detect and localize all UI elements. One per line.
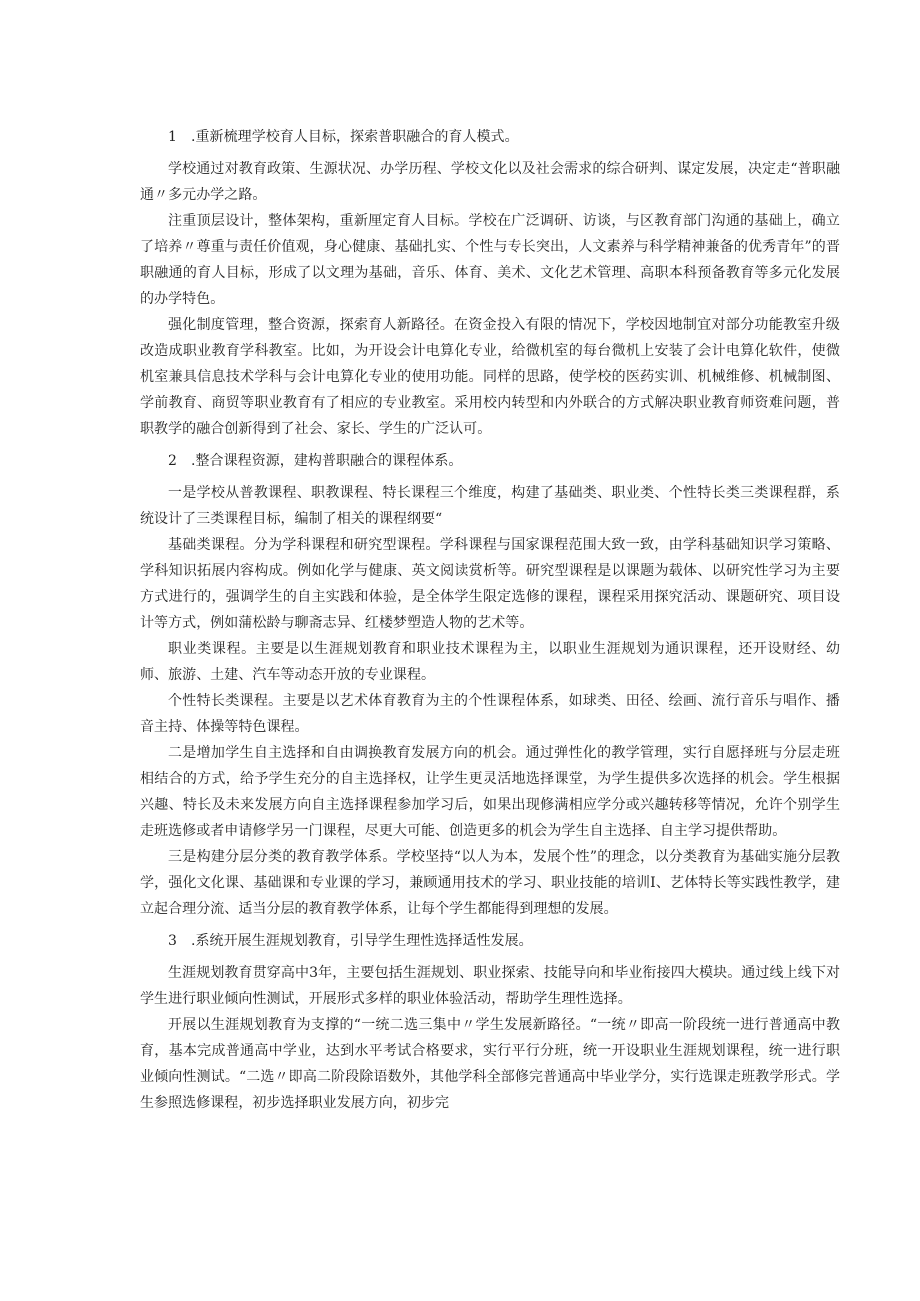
section-heading-3: 3 .系统开展生涯规划教育，引导学生理性选择适性发展。: [168, 933, 533, 949]
section-heading-1: 1 .重新梳理学校育人目标，探索普职融合的育人模式。: [168, 129, 519, 145]
paragraph: 生涯规划教育贯穿高中3年，主要包括生涯规划、职业探索、技能导向和毕业衔接四大模块。通过线上线下对学生进行职业倾向性测试，开展形式多样的职业体验活动，帮助学生理性选择。: [140, 965, 840, 1007]
document-body: [140, 124, 840, 1116]
paragraph: 学校通过对教育政策、生源状况、办学历程、学校文化以及社会需求的综合研判、谋定发展，决定走“普职融通〃多元办学之路。: [140, 161, 840, 203]
paragraph: 强化制度管理，整合资源，探索育人新路径。在资金投入有限的情况下，学校因地制宜对部分功能教室升级改造成职业教育学科教室。比如，为开设会计电算化专业，给微机室的每台微机上安装了会计电算化软件，使微机室兼具信息技术学科与会计电算化专业的使用功能。同样的思路，使学校的医药实训、机械维修、机械制图、学前教育、商贸等职业教育有了相应的专业教室。采用校内转型和内外联合的方式解决职业教育师资难问题，普职教学的融合创新得到了社会、家长、学生的广泛认可。: [140, 317, 840, 437]
paragraph: 基础类课程。分为学科课程和研究型课程。学科课程与国家课程范围大致一致，由学科基础知识学习策略、学科知识拓展内容构成。例如化学与健康、英文阅读赏析等。研究型课程是以课题为载体、以研究性学习为主要方式进行的，强调学生的自主实践和体验，是全体学生限定选修的课程，课程采用探究活动、课题研究、项目设计等方式，例如蒲松龄与聊斋志异、红楼梦塑造人物的艺术等。: [140, 537, 840, 631]
paragraph: 个性特长类课程。主要是以艺术体育教育为主的个性课程体系，如球类、田径、绘画、流行音乐与唱作、播音主持、体操等特色课程。: [140, 693, 840, 735]
section-heading-2: 2 .整合课程资源，建构普职融合的课程体系。: [168, 453, 463, 469]
paragraph: 开展以生涯规划教育为支撑的“一统二选三集中〃学生发展新路径。“一统〃即高一阶段统一进行普通高中教育，基本完成普通高中学业，达到水平考试合格要求，实行平行分班，统一开设职业生涯规划课程，统一进行职业倾向性测试。“二选〃即高二阶段除语数外，其他学科全部修完普通高中毕业学分，实行选课走班教学形式。学生参照选修课程，初步选择职业发展方向，初步完: [140, 1017, 840, 1111]
paragraph: 一是学校从普教课程、职教课程、特长课程三个维度，构建了基础类、职业类、个性特长类三类课程群，系统设计了三类课程目标，编制了相关的课程纲要“: [140, 485, 840, 527]
paragraph: 注重顶层设计，整体架构，重新厘定育人目标。学校在广泛调研、访谈，与区教育部门沟通的基础上，确立了培养〃尊重与责任价值观，身心健康、基础扎实、个性与专长突出，人文素养与科学精神兼备的优秀青年”的晋职融通的育人目标，形成了以文理为基础，音乐、体育、美术、文化艺术管理、高职本科预备教育等多元化发展的办学特色。: [140, 213, 840, 307]
paragraph: 二是增加学生自主选择和自由调换教育发展方向的机会。通过弹性化的教学管理，实行自愿择班与分层走班相结合的方式，给予学生充分的自主选择权，让学生更灵活地选择课堂，为学生提供多次选择的机会。学生根据兴趣、特长及未来发展方向自主选择课程参加学习后，如果出现修满相应学分或兴趣转移等情况，允许个别学生走班选修或者申请修学另一门课程，尽更大可能、创造更多的机会为学生自主选择、自主学习提供帮助。: [140, 745, 840, 839]
paragraph: 职业类课程。主要是以生涯规划教育和职业技术课程为主，以职业生涯规划为通识课程，还开设财经、幼师、旅游、土建、汽车等动态开放的专业课程。: [140, 641, 840, 683]
paragraph: 三是构建分层分类的教育教学体系。学校坚持“以人为本，发展个性”的理念，以分类教育为基础实施分层教学，强化文化课、基础课和专业课的学习，兼顾通用技术的学习、职业技能的培训I、艺体特长等实践性教学，建立起合理分流、适当分层的教育教学体系，让每个学生都能得到理想的发展。: [140, 849, 840, 917]
